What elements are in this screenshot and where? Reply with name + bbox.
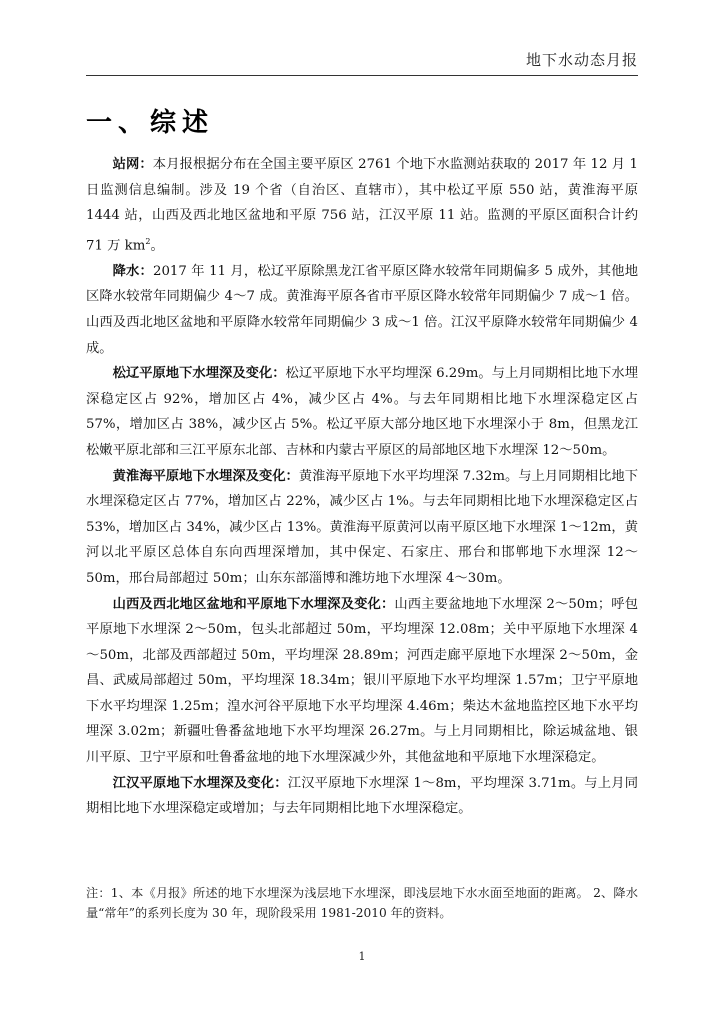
header-divider [86,75,638,76]
paragraph-shanxi-northwest [86,592,638,771]
paragraph-precipitation [86,259,638,361]
section-heading: 一、综述 [86,108,215,138]
paragraph-jianghan-plain [86,771,638,822]
paragraph-label: 江汉平原地下水埋深及变化： [112,775,288,791]
header-title: 地下水动态月报 [525,51,638,69]
paragraph-huanghuaihai-plain [86,464,638,592]
report-body [86,152,638,822]
paragraph-label: 松辽平原地下水埋深及变化： [112,366,286,382]
paragraph-text: 山西主要盆地地下水埋深 2～50m；呼包平原地下水埋深 2～50m，包头北部超过 50m，平均埋深 12.08m；关中平原地下水埋深 4～50m，北部及西部超过 50m，平均埋深 28.89m；河西走廊平原地下水埋深 2～50m，金昌、武威局部超过 50m，平均埋深 18.34m；银川平原地下水平均埋深 1.57m；卫宁平原地下水平均埋深 1.25m；湟水河谷平原地下水平均埋深 4.46m；柴达木盆地监控区地下水平均埋深 3.02m；新疆吐鲁番盆地地下水平均埋深 26.27m。与上月同期相比，除运城盆地、银川平原、卫宁平原和吐鲁番盆地的地下水埋深减少外，其他盆地和平原地下水埋深稳定。 [86,596,639,766]
page-number: 1 [358,950,366,963]
paragraph-text: 江汉平原地下水埋深 1～8m，平均埋深 3.71m。与上月同期相比地下水埋深稳定或增加；与去年同期相比地下水埋深稳定。 [86,775,639,817]
superscript: 2 [145,236,151,246]
paragraph-text: 本月报根据分布在全国主要平原区 2761 个地下水监测站获取的 2017 年 12 月 1 日监测信息编制。涉及 19 个省（自治区、直辖市），其中松辽平原 550 站，黄淮海平原 1444 站，山西及西北地区盆地和平原 756 站，江汉平原 11 站。监测的平原区面积合计约 71 万 km [86,157,638,254]
paragraph-label: 降水： [112,263,153,279]
paragraph-text: 2017 年 11 月，松辽平原除黑龙江省平原区降水较常年同期偏多 5 成外，其他地区降水较常年同期偏少 4～7 成。黄淮海平原各省市平原区降水较常年同期偏少 7 成～1 倍。山西及西北地区盆地和平原降水较常年同期偏少 3 成～1 倍。江汉平原降水较常年同期偏少 4 成。 [86,263,639,356]
paragraph-label: 山西及西北地区盆地和平原地下水埋深及变化： [112,596,395,612]
paragraph-text: 松辽平原地下水平均埋深 6.29m。与上月同期相比地下水埋深稳定区占 92%，增加区占 4%，减少区占 4%。与去年同期相比地下水埋深稳定区占 57%，增加区占 38%，减少区占 5%。松辽平原大部分地区地下水埋深小于 8m，但黑龙江松嫩平原北部和三江平原东北部、吉林和内蒙古平原区的局部地区地下水埋深 12～50m。 [86,366,638,458]
paragraph-tail: 。 [150,238,164,254]
paragraph-label: 黄淮海平原地下水埋深及变化： [112,468,299,484]
paragraph-songliao-plain [86,361,638,463]
paragraph-text: 黄淮海平原地下水平均埋深 7.32m。与上月同期相比地下水埋深稳定区占 77%，增加区占 22%，减少区占 1%。与去年同期相比地下水埋深稳定区占 53%，增加区占 34%，减少区占 13%。黄淮海平原黄河以南平原区地下水埋深 1～12m，黄河以北平原区总体自东向西埋深增加，其中保定、石家庄、邢台和邯郸地下水埋深 12～50m，邢台局部超过 50m；山东东部淄博和潍坊地下水埋深 4～30m。 [86,468,638,586]
paragraph-station-network [86,152,638,259]
footnote: 注：1、本《月报》所述的地下水埋深为浅层地下水埋深，即浅层地下水水面至地面的距离。 2、降水量“常年”的系列长度为 30 年，现阶段采用 1981-2010 年的资料。 [86,886,638,920]
paragraph-label: 站网： [112,157,153,172]
